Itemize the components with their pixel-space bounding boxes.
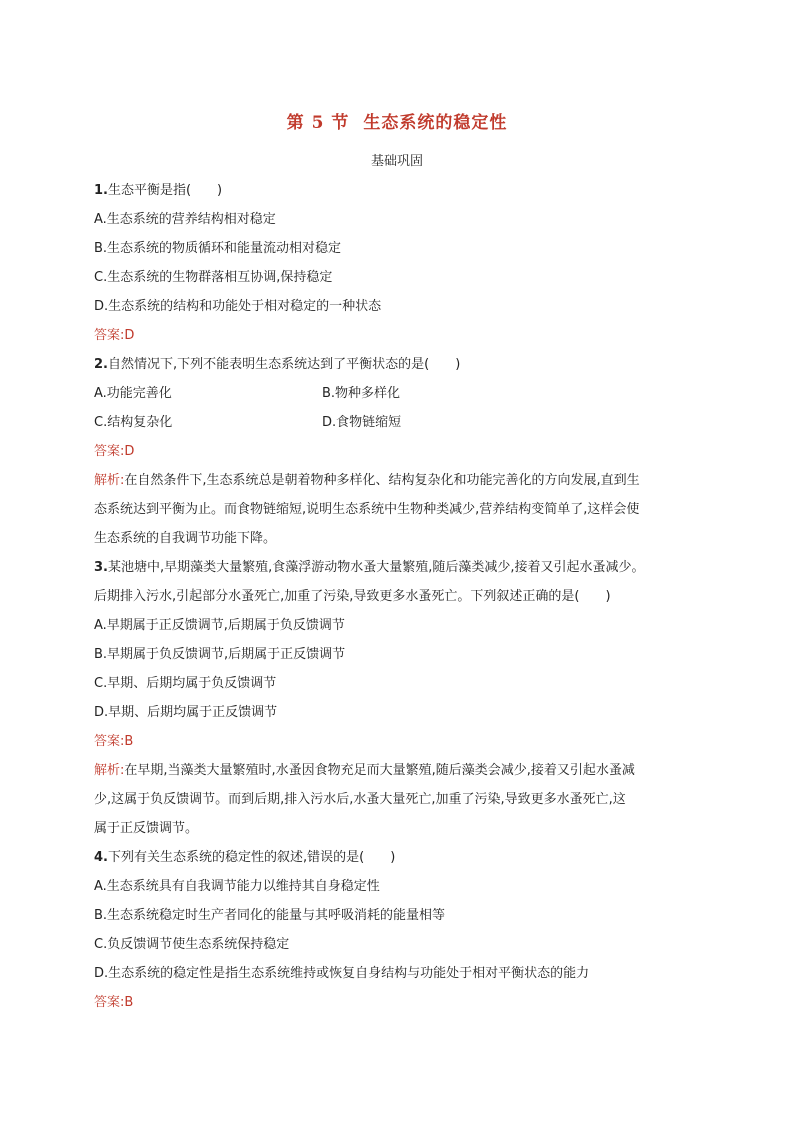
question-3-number: 3. — [94, 560, 108, 575]
question-3-answer: 答案:B — [94, 734, 134, 749]
question-2-options-row-2 — [94, 408, 714, 437]
question-4-stem — [94, 843, 714, 872]
question-3-option-d: D.早期、后期均属于正反馈调节 — [94, 705, 278, 720]
question-4-option-b: B.生态系统稳定时生产者同化的能量与其呼吸消耗的能量相等 — [94, 908, 446, 923]
question-3-option-a: A.早期属于正反馈调节,后期属于负反馈调节 — [94, 618, 345, 633]
title-section-number: 第 5 节 — [286, 113, 350, 133]
question-1-text: 生态平衡是指( ) — [107, 183, 223, 198]
page-title — [0, 108, 794, 133]
question-1-option-b: B.生态系统的物质循环和能量流动相对稳定 — [94, 241, 342, 256]
question-4-text: 下列有关生态系统的稳定性的叙述,错误的是( ) — [107, 850, 396, 865]
question-2-option-a: A.功能完善化 — [94, 386, 172, 401]
question-list — [94, 176, 714, 1017]
title-topic: 生态系统的稳定性 — [363, 113, 508, 133]
question-2-option-d: D.食物链缩短 — [322, 415, 402, 430]
question-2-options-row-1 — [94, 379, 714, 408]
question-3-analysis-line-2: 少,这属于负反馈调节。而到后期,排入污水后,水蚤大量死亡,加重了污染,导致更多水蚤死亡,这 — [94, 792, 626, 807]
question-3-stem-line-2: 后期排入污水,引起部分水蚤死亡,加重了污染,导致更多水蚤死亡。下列叙述正确的是( ) — [94, 589, 611, 604]
question-2-stem — [94, 350, 714, 379]
analysis-label: 解析: — [94, 473, 125, 488]
question-3-analysis-line-1 — [94, 756, 714, 785]
question-1-stem — [94, 176, 714, 205]
question-3-option-b: B.早期属于负反馈调节,后期属于正反馈调节 — [94, 647, 346, 662]
question-2-analysis-line-2: 态系统达到平衡为止。而食物链缩短,说明生态系统中生物种类减少,营养结构变简单了,这样会使 — [94, 502, 640, 517]
question-2-option-c: C.结构复杂化 — [94, 415, 173, 430]
question-3-option-c: C.早期、后期均属于负反馈调节 — [94, 676, 277, 691]
section-heading: 基础巩固 — [370, 154, 423, 169]
question-1-option-d: D.生态系统的结构和功能处于相对稳定的一种状态 — [94, 299, 382, 314]
question-1-option-a: A.生态系统的营养结构相对稳定 — [94, 212, 276, 227]
question-3-analysis-line-3: 属于正反馈调节。 — [94, 821, 199, 836]
question-4-option-c: C.负反馈调节使生态系统保持稳定 — [94, 937, 290, 952]
question-1-answer: 答案:D — [94, 328, 135, 343]
question-2-text: 自然情况下,下列不能表明生态系统达到了平衡状态的是( ) — [107, 357, 461, 372]
question-2-answer: 答案:D — [94, 444, 135, 459]
question-4-option-a: A.生态系统具有自我调节能力以维持其自身稳定性 — [94, 879, 380, 894]
question-3-stem-line-1 — [94, 553, 714, 582]
question-4-answer: 答案:B — [94, 995, 134, 1010]
question-2-analysis-line-1 — [94, 466, 714, 495]
question-2-analysis-line-3: 生态系统的自我调节功能下降。 — [94, 531, 277, 546]
question-1-option-c: C.生态系统的生物群落相互协调,保持稳定 — [94, 270, 333, 285]
analysis-text: 在早期,当藻类大量繁殖时,水蚤因食物充足而大量繁殖,随后藻类会减少,接着又引起水蚤减 — [124, 763, 635, 778]
question-2-number: 2. — [94, 357, 108, 372]
analysis-label: 解析: — [94, 763, 125, 778]
analysis-text: 在自然条件下,生态系统总是朝着物种多样化、结构复杂化和功能完善化的方向发展,直到生 — [124, 473, 640, 488]
question-4-number: 4. — [94, 850, 108, 865]
question-3-text-1: 某池塘中,早期藻类大量繁殖,食藻浮游动物水蚤大量繁殖,随后藻类减少,接着又引起水蚤减少。 — [107, 560, 645, 575]
question-2-option-b: B.物种多样化 — [322, 386, 401, 401]
question-1-number: 1. — [94, 183, 108, 198]
question-4-option-d: D.生态系统的稳定性是指生态系统维持或恢复自身结构与功能处于相对平衡状态的能力 — [94, 966, 590, 981]
